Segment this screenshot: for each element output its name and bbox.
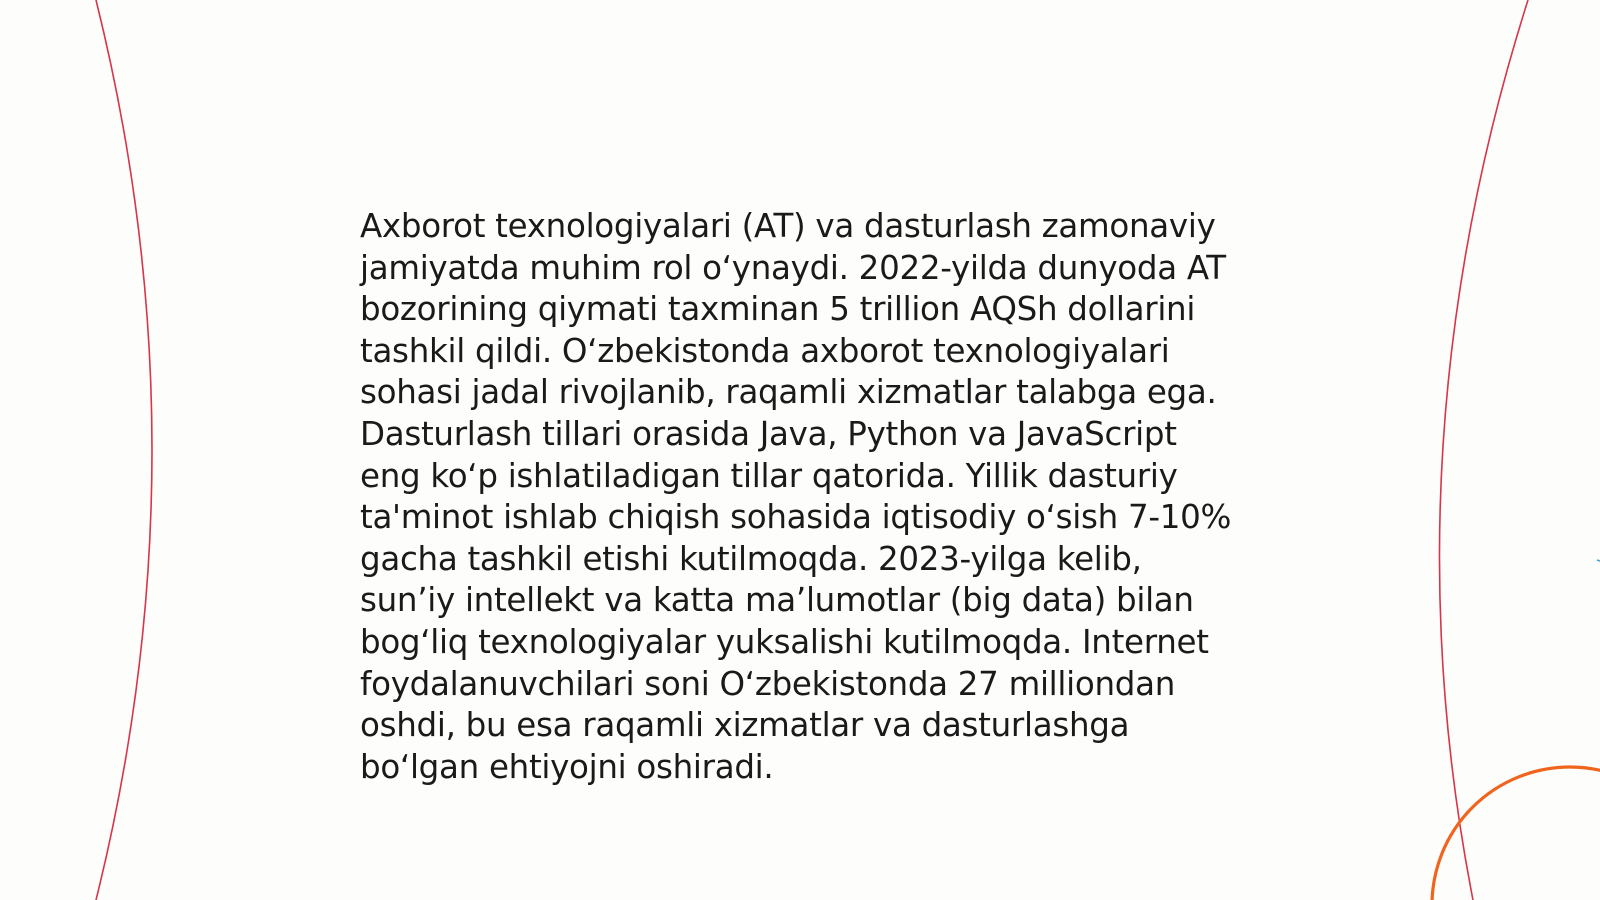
body-paragraph: Axborot texnologiyalari (AT) va dasturlash zamonaviy jamiyatda muhim rol oʻynaydi. 2022-yilda dunyoda AT bozorining qiymati taxminan 5 trillion AQSh dollarini tashkil qildi. Oʻzbekistonda axborot texnologiyalari sohasi jadal rivojlanib, raqamli xizmatlar talabga ega. Dasturlash tillari orasida Java, Python va JavaScript eng koʻp ishlatiladigan tillar qatorida. Yillik dasturiy ta'minot ishlab chiqish sohasida iqtisodiy oʻsish 7-10% gacha tashkil etishi kutilmoqda. 2023-yilga kelib, sun’iy intellekt va katta ma’lumotlar (big data) bilan bogʻliq texnologiyalar yuksalishi kutilmoqda. Internet foydalanuvchilari soni Oʻzbekistonda 27 milliondan oshdi, bu esa raqamli xizmatlar va dasturlashga boʻlgan ehtiyojni oshiradi.: [360, 207, 1232, 786]
right-arc-line: [1439, 0, 1528, 900]
left-arc-line: [96, 0, 152, 900]
orange-circle-arc: [1432, 767, 1600, 900]
